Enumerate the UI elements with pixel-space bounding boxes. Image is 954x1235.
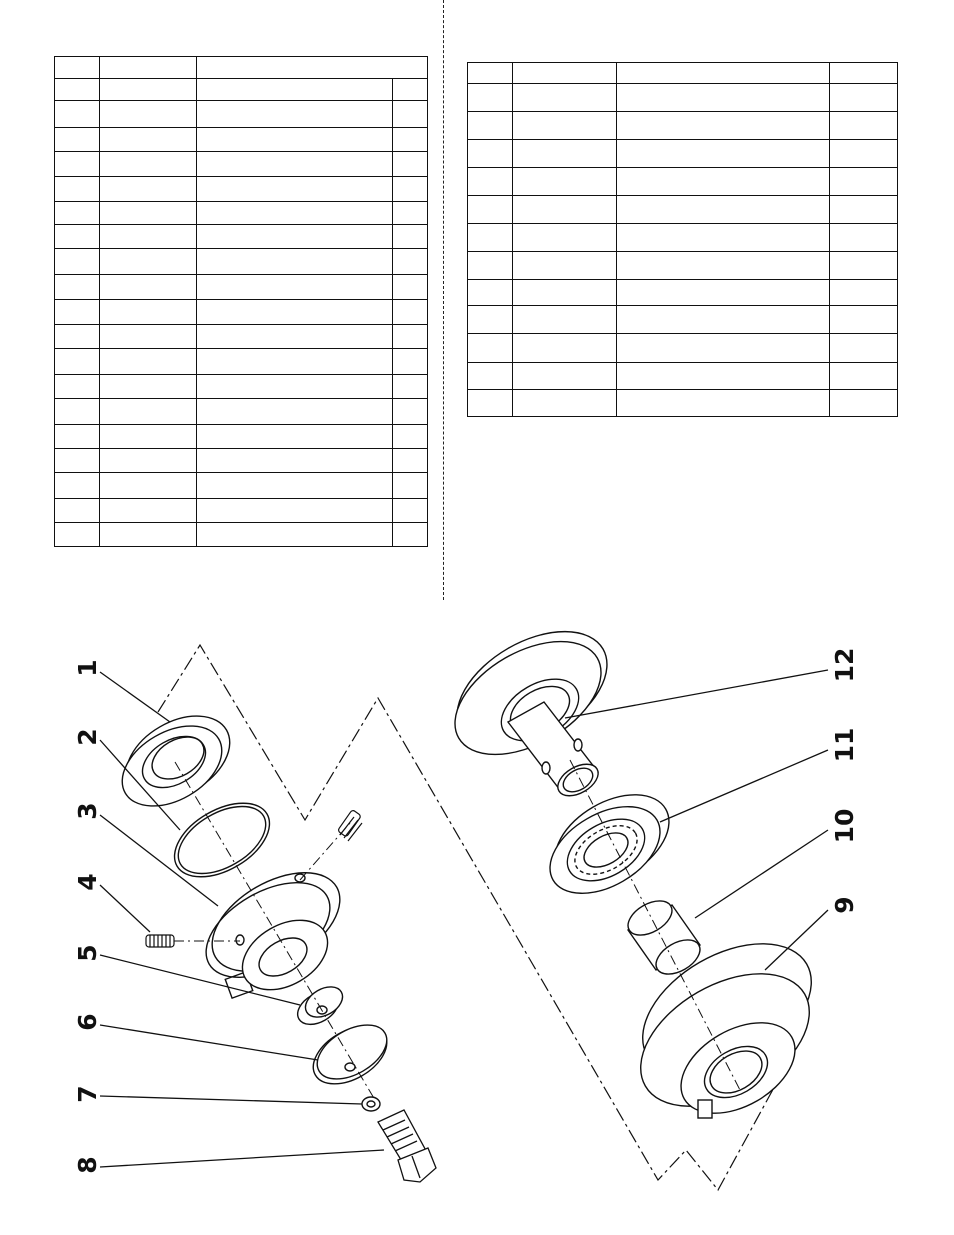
table-cell: [468, 168, 513, 196]
table-cell: [830, 84, 898, 112]
table-cell: [100, 399, 197, 425]
table-row: [55, 499, 428, 523]
table-cell: [55, 275, 100, 300]
table-cell: [830, 306, 898, 334]
table-cell: [393, 399, 428, 425]
table-cell: [393, 473, 428, 499]
table-cell: [55, 523, 100, 547]
table-cell: [468, 363, 513, 390]
table-cell: [468, 306, 513, 334]
table-row: [468, 112, 898, 140]
table-cell: [100, 523, 197, 547]
dashed-divider: [443, 0, 444, 600]
table-cell: [100, 425, 197, 449]
table-cell: [55, 225, 100, 249]
table-cell: [393, 300, 428, 325]
table-cell: [55, 375, 100, 399]
table-cell: [468, 196, 513, 224]
table-cell: [513, 280, 617, 306]
table-row: [55, 300, 428, 325]
table-cell: [513, 112, 617, 140]
table-cell: [830, 140, 898, 168]
table-cell: [393, 349, 428, 375]
table-row: [55, 177, 428, 202]
table-cell: [393, 275, 428, 300]
table-cell: [197, 523, 393, 547]
table-cell: [55, 349, 100, 375]
table-cell: [617, 334, 830, 363]
table-cell: [617, 140, 830, 168]
table-cell: [197, 249, 393, 275]
table-cell: [393, 79, 428, 101]
table-cell: [393, 101, 428, 128]
table-cell: [197, 101, 393, 128]
table-row: [55, 375, 428, 399]
table-cell: [830, 196, 898, 224]
table-cell: [55, 128, 100, 152]
table-row: [55, 101, 428, 128]
table-cell: [197, 349, 393, 375]
table-cell: [513, 363, 617, 390]
table-cell: [55, 473, 100, 499]
table-row: [55, 225, 428, 249]
callout-3: 3: [73, 802, 102, 820]
table-cell: [513, 224, 617, 252]
table-row: [55, 152, 428, 177]
table-row: [55, 473, 428, 499]
table-cell: [197, 225, 393, 249]
table-cell: [468, 390, 513, 417]
table-cell: [55, 325, 100, 349]
table-row: [468, 306, 898, 334]
table-cell: [393, 128, 428, 152]
table-row: [55, 128, 428, 152]
table-row: [468, 168, 898, 196]
table-cell: [55, 449, 100, 473]
table-row: [55, 399, 428, 425]
table-cell: [617, 363, 830, 390]
table-row: [55, 249, 428, 275]
callout-5: 5: [73, 944, 102, 962]
table-cell: [55, 152, 100, 177]
table-cell: [393, 449, 428, 473]
table-cell: [830, 390, 898, 417]
table-cell: [513, 196, 617, 224]
table-cell: [617, 390, 830, 417]
table-cell: [55, 499, 100, 523]
table-cell: [393, 375, 428, 399]
table-row: [468, 390, 898, 417]
part-12-flanged-shaft: [436, 607, 627, 802]
parts-table-left: [54, 56, 428, 547]
table-cell: [100, 79, 197, 101]
table-cell: [468, 140, 513, 168]
table-cell: [393, 499, 428, 523]
table-row: [468, 140, 898, 168]
table-cell: [197, 152, 393, 177]
table-cell: [617, 224, 830, 252]
callout-1: 1: [73, 659, 102, 677]
part-6-washer: [303, 1014, 396, 1096]
callout-12: 12: [830, 647, 859, 683]
table-cell: [393, 152, 428, 177]
table-cell: [830, 112, 898, 140]
table-cell: [617, 252, 830, 280]
table-cell: [830, 280, 898, 306]
table-cell: [55, 399, 100, 425]
table-cell: [197, 499, 393, 523]
table-cell: [513, 252, 617, 280]
callout-10: 10: [830, 808, 859, 844]
table-cell: [100, 275, 197, 300]
table-cell: [100, 57, 197, 79]
table-cell: [513, 168, 617, 196]
table-cell: [468, 84, 513, 112]
table-cell: [513, 390, 617, 417]
table-cell: [197, 300, 393, 325]
table-cell: [197, 325, 393, 349]
part-7-lock-washer: [362, 1097, 380, 1111]
table-row: [468, 363, 898, 390]
table-cell: [830, 363, 898, 390]
callout-2: 2: [73, 728, 102, 746]
callout-9: 9: [830, 896, 859, 914]
table-cell: [55, 101, 100, 128]
table-cell: [513, 140, 617, 168]
table-cell: [393, 523, 428, 547]
table-cell: [513, 306, 617, 334]
table-cell: [100, 325, 197, 349]
table-cell: [55, 425, 100, 449]
table-cell: [100, 349, 197, 375]
table-cell: [617, 280, 830, 306]
table-cell: [468, 224, 513, 252]
parts-table-right: [467, 62, 898, 417]
table-cell: [617, 168, 830, 196]
table-cell: [617, 196, 830, 224]
table-cell: [55, 300, 100, 325]
table-cell: [100, 473, 197, 499]
table-row: [55, 325, 428, 349]
table-cell: [197, 128, 393, 152]
table-cell: [197, 473, 393, 499]
table-row: [55, 449, 428, 473]
table-cell: [393, 249, 428, 275]
table-cell: [617, 306, 830, 334]
table-cell: [830, 334, 898, 363]
table-cell: [393, 177, 428, 202]
table-row: [468, 334, 898, 363]
table-cell: [393, 325, 428, 349]
table-header-row: [55, 57, 428, 79]
callout-4: 4: [73, 873, 102, 891]
table-cell: [197, 275, 393, 300]
table-cell: [100, 128, 197, 152]
table-cell: [197, 399, 393, 425]
table-cell: [468, 280, 513, 306]
table-cell: [468, 334, 513, 363]
table-cell: [100, 375, 197, 399]
table-cell: [55, 249, 100, 275]
table-row: [55, 349, 428, 375]
table-cell: [197, 202, 393, 225]
table-cell: [197, 425, 393, 449]
callout-11: 11: [830, 727, 859, 763]
table-cell: [830, 252, 898, 280]
table-row: [468, 252, 898, 280]
table-cell: [197, 177, 393, 202]
table-row: [468, 84, 898, 112]
table-row: [468, 280, 898, 306]
table-cell: [100, 101, 197, 128]
callout-7: 7: [73, 1085, 102, 1103]
table-header-row: [468, 63, 898, 84]
table-cell: [197, 79, 393, 101]
table-cell: [100, 249, 197, 275]
table-cell: [55, 202, 100, 225]
table-cell: [468, 63, 513, 84]
table-cell: [55, 57, 100, 79]
table-cell: [55, 177, 100, 202]
table-cell: [513, 63, 617, 84]
exploded-parts-diagram: [0, 600, 954, 1235]
table-row: [55, 275, 428, 300]
table-row: [55, 202, 428, 225]
table-cell: [393, 202, 428, 225]
table-cell: [468, 112, 513, 140]
table-cell: [100, 225, 197, 249]
table-cell: [617, 84, 830, 112]
table-cell: [513, 84, 617, 112]
part-11-roller-bearing: [535, 776, 685, 911]
part-8-bolt: [378, 1110, 436, 1182]
table-cell: [197, 375, 393, 399]
callout-8: 8: [73, 1156, 102, 1174]
table-row: [55, 523, 428, 547]
table-cell: [513, 334, 617, 363]
table-cell: [197, 57, 428, 79]
table-row: [55, 425, 428, 449]
part-1-bearing-cup: [108, 699, 244, 823]
table-cell: [393, 225, 428, 249]
table-cell: [197, 449, 393, 473]
callout-6: 6: [73, 1013, 102, 1031]
table-row: [468, 224, 898, 252]
table-cell: [55, 79, 100, 101]
table-cell: [100, 499, 197, 523]
table-cell: [830, 224, 898, 252]
table-row: [468, 196, 898, 224]
table-cell: [468, 252, 513, 280]
table-cell: [830, 168, 898, 196]
table-cell: [100, 202, 197, 225]
table-cell: [100, 449, 197, 473]
table-cell: [100, 300, 197, 325]
table-cell: [100, 177, 197, 202]
table-row: [55, 79, 428, 101]
table-cell: [617, 63, 830, 84]
table-cell: [100, 152, 197, 177]
table-cell: [393, 425, 428, 449]
table-cell: [830, 63, 898, 84]
table-cell: [617, 112, 830, 140]
